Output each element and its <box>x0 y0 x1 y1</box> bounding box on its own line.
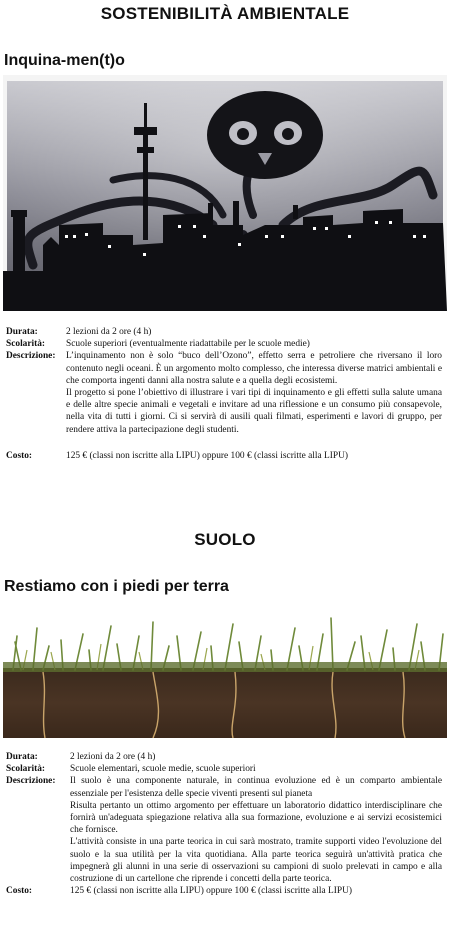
description-row <box>6 350 442 435</box>
description-paragraph: Il progetto si pone l’obiettivo di illustrare i vari tipi di inquinamento e gli effetti sulla salute umana e delle altre specie animali e vegetali e invitare ad una riflessione e un consumo più consapevole, nella vita di tutti i giorni. Ci si servirà di ausili quali filmati, esperimenti e lavori di gruppo, per rendere attiva la partecipazione degli studenti. <box>66 388 442 435</box>
description-paragraph: L’inquinamento non è solo “buco dell’Ozono”, effetto serra e petroliere che riversano il loro contenuto negli oceani. È un argomento molto complesso, che interessa diverse matrici ambientali e che comporta ingenti danni alla nostra salute e a quella degli ecosistemi. <box>66 351 442 386</box>
course-info-suolo <box>6 751 442 897</box>
duration-value: 2 lezioni da 2 ore (4 h) <box>66 327 152 337</box>
cost-row <box>6 885 442 897</box>
description-paragraph: Risulta pertanto un ottimo argomento per effettuare un laboratorio didattico interdisciplinare che fornirà un'adeguata spiegazione relativa alla sua formazione, evoluzione e ai servizi ecosistemici che fornisce. <box>70 800 442 836</box>
pollution-illustration <box>3 75 447 311</box>
description-label: Descrizione: <box>6 776 56 787</box>
school-row <box>6 763 442 775</box>
cost-value: 125 € (classi non iscritte alla LIPU) oppure 100 € (classi iscritte alla LIPU) <box>70 886 352 897</box>
description-label: Descrizione: <box>6 351 56 362</box>
duration-label: Durata: <box>6 327 38 337</box>
section-heading-sostenibilita: SOSTENIBILITÀ AMBIENTALE <box>100 4 350 23</box>
school-value: Scuole elementari, scuole medie, scuole superiori <box>70 764 256 775</box>
duration-value: 2 lezioni da 2 ore (4 h) <box>70 752 156 762</box>
school-label: Scolarità: <box>6 764 46 775</box>
cost-label: Costo: <box>6 886 33 897</box>
cost-row <box>6 450 442 462</box>
duration-row <box>6 751 442 763</box>
description-value <box>66 350 442 435</box>
course-title-suolo: Restiamo con i piedi per terra <box>4 578 229 595</box>
duration-label: Durata: <box>6 752 38 762</box>
cost-value: 125 € (classi non iscritte alla LIPU) oppure 100 € (classi iscritte alla LIPU) <box>66 450 348 461</box>
description-paragraph: Il suolo è una componente naturale, in continua evoluzione ed è un comparto ambientale essenziale per l'esistenza delle specie viventi presenti sul pianeta <box>70 776 442 799</box>
course-title-inquinamento: Inquina-men(t)o <box>4 52 125 69</box>
soil-profile-photo <box>3 606 447 738</box>
section-heading-suolo: SUOLO <box>194 530 256 549</box>
school-row <box>6 338 442 350</box>
course-info-inquinamento <box>6 326 442 462</box>
school-value: Scuole superiori (eventualmente riadattabile per le scuole medie) <box>66 339 310 350</box>
school-label: Scolarità: <box>6 339 46 350</box>
cost-label: Costo: <box>6 450 33 461</box>
duration-row <box>6 326 442 338</box>
description-row <box>6 775 442 885</box>
description-value <box>70 775 442 885</box>
description-paragraph: L'attività consiste in una parte teorica in cui sarà mostrato, tramite supporti video l'evoluzione del suolo e la sua utilità per la vita quotidiana. Alla parte teorica seguirà un'attività pratica che impegnerà gli alunni in una serie di osservazioni su campioni di suolo prelevati in campo e alla costruzione di un cartellone che riprende i concetti della parte teorica. <box>70 837 442 885</box>
